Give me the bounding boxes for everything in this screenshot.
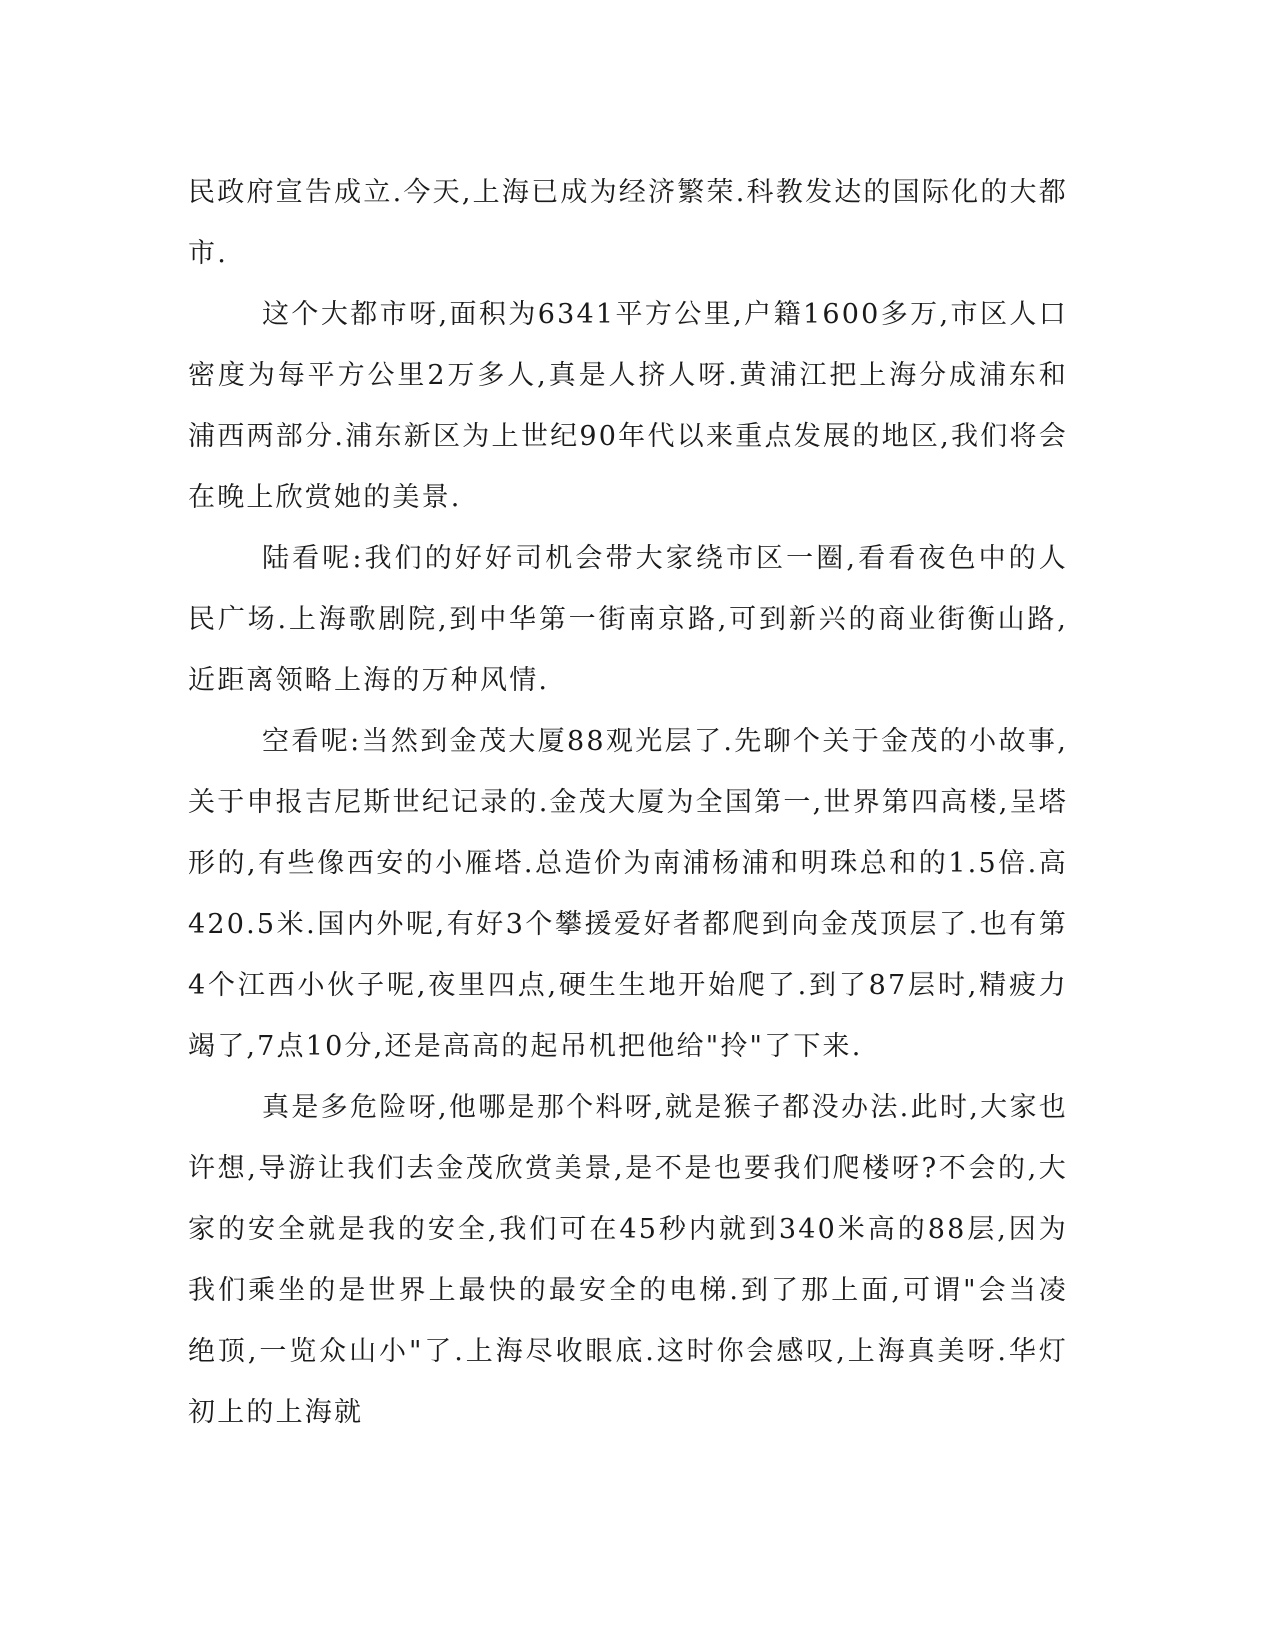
- paragraph-1: 民政府宣告成立.今天,上海已成为经济繁荣.科教发达的国际化的大都市.: [188, 177, 1068, 269]
- paragraph-2: 这个大都市呀,面积为6341平方公里,户籍1600多万,市区人口密度为每平方公里2万多人,真是人挤人呀.黄浦江把上海分成浦东和浦西两部分.浦东新区为上世纪90年代以来重点发展的地区,我们将会在晚上欣赏她的美景.: [188, 299, 1068, 513]
- paragraph-3: 陆看呢:我们的好好司机会带大家绕市区一圈,看看夜色中的人民广场.上海歌剧院,到中华第一街南京路,可到新兴的商业街衡山路,近距离领略上海的万种风情.: [188, 543, 1068, 696]
- document-body: [188, 162, 1068, 1443]
- paragraph-4: 空看呢:当然到金茂大厦88观光层了.先聊个关于金茂的小故事,关于申报吉尼斯世纪记录的.金茂大厦为全国第一,世界第四高楼,呈塔形的,有些像西安的小雁塔.总造价为南浦杨浦和明珠总和的1.5倍.高420.5米.国内外呢,有好3个攀援爱好者都爬到向金茂顶层了.也有第4个江西小伙子呢,夜里四点,硬生生地开始爬了.到了87层时,精疲力竭了,7点10分,还是高高的起吊机把他给"拎"了下来.: [188, 726, 1068, 1062]
- paragraph-5: 真是多危险呀,他哪是那个料呀,就是猴子都没办法.此时,大家也许想,导游让我们去金茂欣赏美景,是不是也要我们爬楼呀?不会的,大家的安全就是我的安全,我们可在45秒内就到340米高的88层,因为我们乘坐的是世界上最快的最安全的电梯.到了那上面,可谓"会当凌绝顶,一览众山小"了.上海尽收眼底.这时你会感叹,上海真美呀.华灯初上的上海就: [188, 1092, 1068, 1428]
